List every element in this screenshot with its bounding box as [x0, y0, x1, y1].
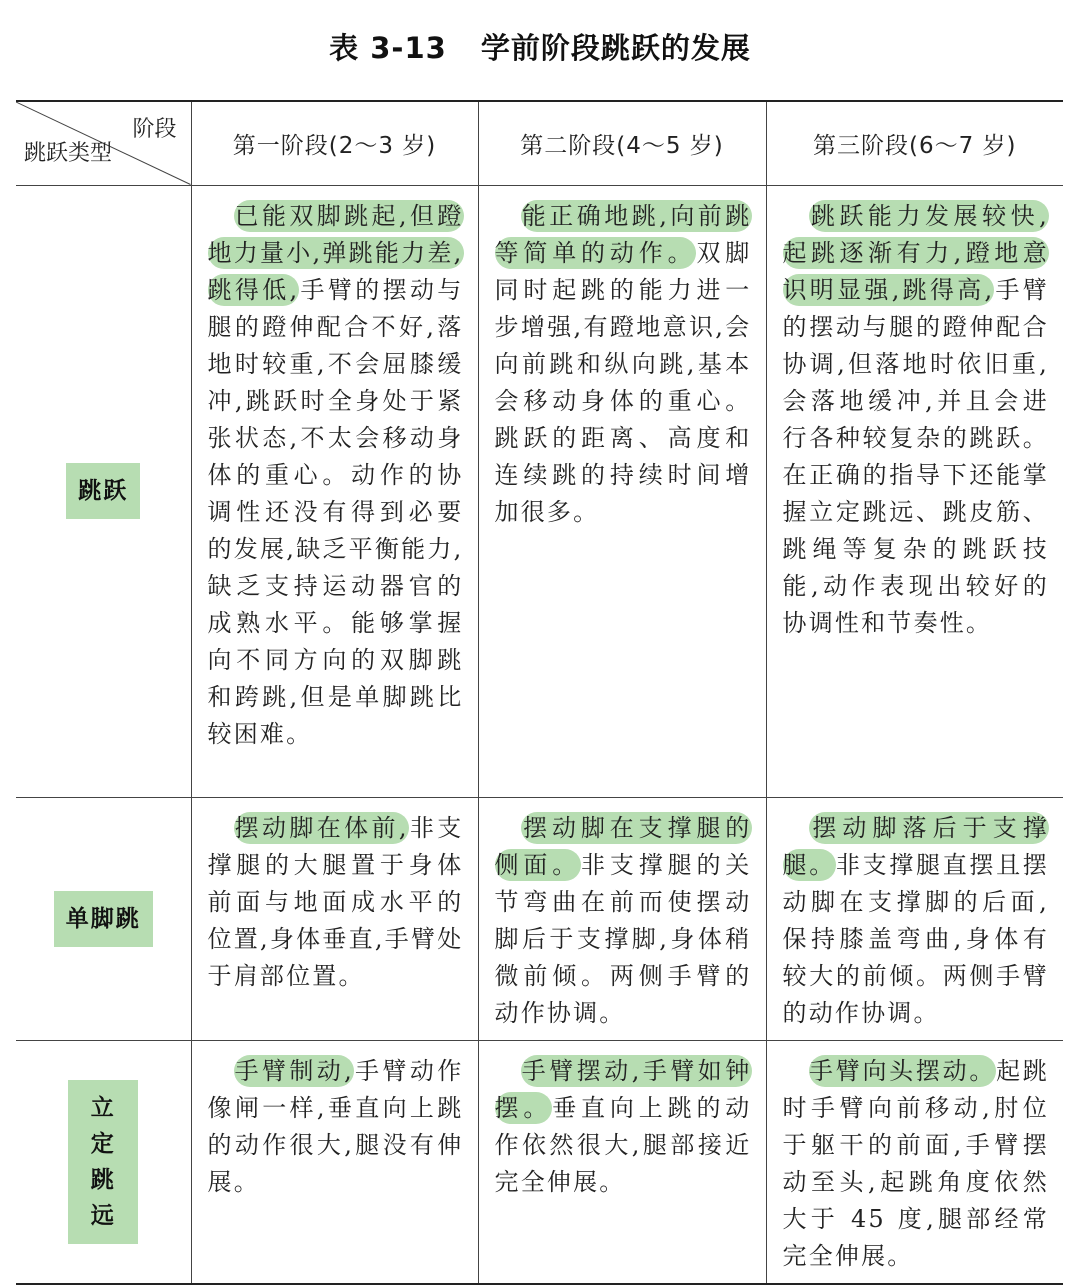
cell-text: 非支撑腿直摆且摆动脚在支撑脚的后面,保持膝盖弯曲,身体有较大的前倾。两侧手臂的动作协调。: [782, 850, 1049, 1027]
table-cell: [478, 185, 766, 797]
corner-stage-label: 阶段: [132, 117, 177, 142]
table-number: 表 3-13: [329, 31, 447, 65]
row-label-cell: [16, 797, 191, 1040]
highlighted-text: 手臂摆动,手臂如钟摆。: [494, 1056, 752, 1122]
cell-text: 手臂的摆动与腿的蹬伸配合协调,但落地时依旧重,会落地缓冲,并且会进行各种较复杂的跳跃。在正确的指导下还能掌握立定跳远、跳皮筋、跳绳等复杂的跳跃技能,动作表现出较好的协调性和节奏性。: [782, 275, 1049, 637]
cell-text: 非支撑腿的大腿置于身体前面与地面成水平的位置,身体垂直,手臂处于肩部位置。: [207, 813, 464, 990]
table-cell: [191, 185, 478, 797]
table-cell: [191, 797, 478, 1040]
table-cell: [766, 797, 1063, 1040]
column-header-stage-1: 第一阶段(2～3 岁): [191, 101, 478, 185]
table-cell: [766, 185, 1063, 797]
row-label: 立定跳远: [68, 1080, 138, 1244]
cell-text: 手臂动作像闸一样,垂直向上跳的动作很大,腿没有伸展。: [207, 1056, 464, 1196]
highlighted-text: 手臂制动,: [233, 1056, 354, 1085]
row-label: 单脚跳: [54, 891, 153, 947]
cell-text: 垂直向上跳的动作依然很大,腿部接近完全伸展。: [494, 1093, 752, 1196]
table-title: 学前阶段跳跃的发展: [480, 31, 751, 65]
cell-text: 手臂的摆动与腿的蹬伸配合不好,落地时较重,不会屈膝缓冲,跳跃时全身处于紧张状态,不太会移动身体的重心。动作的协调性还没有得到必要的发展,缺乏平衡能力,缺乏支持运动器官的成熟水平。能够掌握向不同方向的双脚跳和跨跳,但是单脚跳比较困难。: [207, 275, 464, 748]
table-cell: [478, 797, 766, 1040]
header-row: [16, 101, 1063, 185]
cell-text: 起跳时手臂向前移动,肘位于躯干的前面,手臂摆动至头,起跳角度依然大于 45 度,腿部经常完全伸展。: [782, 1056, 1049, 1270]
table-cell: [766, 1040, 1063, 1284]
column-header-stage-3: 第三阶段(6～7 岁): [766, 101, 1063, 185]
highlighted-text: 摆动脚在支撑腿的侧面。: [494, 813, 752, 879]
corner-header-cell: [16, 101, 191, 185]
row-label: 跳跃: [66, 463, 140, 519]
table-caption: [0, 26, 1080, 67]
table-row: [16, 185, 1063, 797]
row-label-cell: [16, 1040, 191, 1284]
highlighted-text: 跳跃能力发展较快,起跳逐渐有力,蹬地意识明显强,跳得高,: [782, 201, 1049, 304]
corner-type-label: 跳跃类型: [24, 141, 113, 166]
table-cell: [478, 1040, 766, 1284]
cell-text: 非支撑腿的关节弯曲在前而使摆动脚后于支撑脚,身体稍微前倾。两侧手臂的动作协调。: [494, 850, 752, 1027]
column-header-stage-2: 第二阶段(4～5 岁): [478, 101, 766, 185]
table-cell: [191, 1040, 478, 1284]
row-label-cell: [16, 185, 191, 797]
table-row: [16, 1040, 1063, 1284]
cell-text: 双脚同时起跳的能力进一步增强,有蹬地意识,会向前跳和纵向跳,基本会移动身体的重心。跳跃的距离、高度和连续跳的持续时间增加很多。: [494, 238, 752, 526]
table-row: [16, 797, 1063, 1040]
highlighted-text: 手臂向头摆动。: [808, 1056, 997, 1085]
highlighted-text: 已能双脚跳起,但蹬地力量小,弹跳能力差,跳得低,: [207, 201, 464, 304]
highlighted-text: 能正确地跳,向前跳等简单的动作。: [494, 201, 752, 267]
jumping-development-table: [16, 100, 1063, 1285]
highlighted-text: 摆动脚落后于支撑腿。: [782, 813, 1049, 879]
highlighted-text: 摆动脚在体前,: [233, 813, 409, 842]
